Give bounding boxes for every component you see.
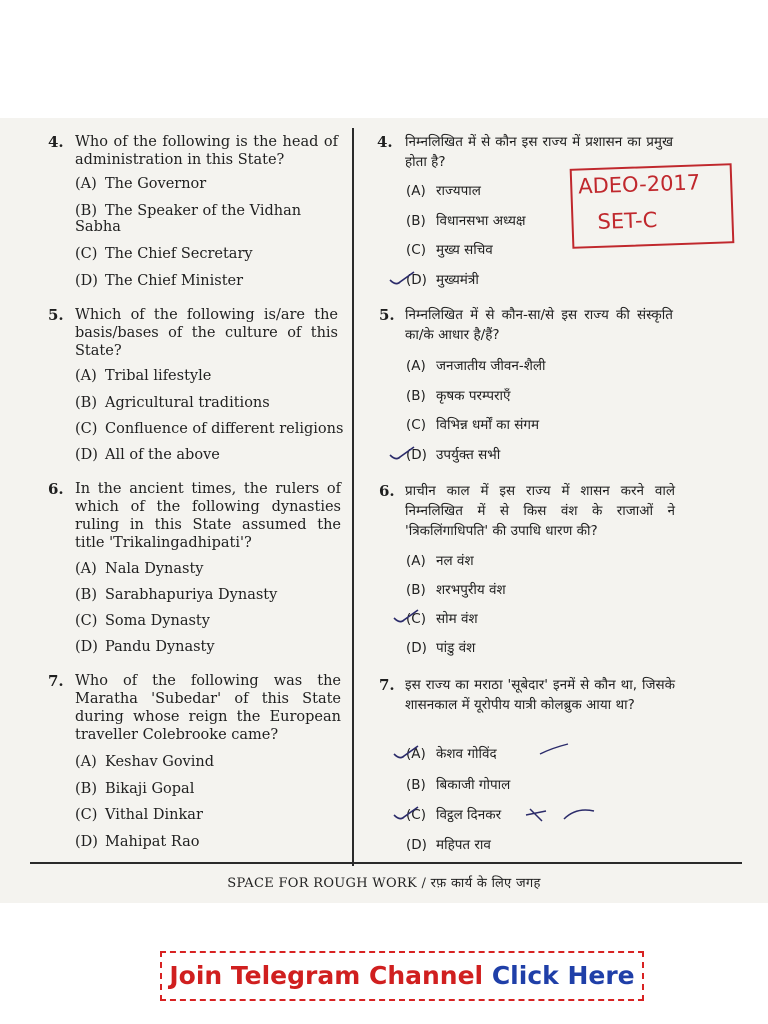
option: (A) Keshav Govind [75, 754, 215, 770]
option: (D) Mahipat Rao [75, 834, 200, 850]
option: (B) Bikaji Gopal [75, 781, 195, 797]
option: (C) विट्ठल दिनकर [406, 807, 502, 823]
handwritten-stamp: ADEO-2017 SET-C [570, 163, 735, 249]
option: (B) बिकाजी गोपाल [406, 777, 511, 793]
question-number: 6. [48, 480, 64, 498]
banner-text-join: Join Telegram Channel [169, 961, 484, 990]
telegram-banner[interactable] [160, 951, 644, 1001]
option: (B) कृषक परम्पराएँ [406, 388, 511, 404]
option: (D) Pandu Dynasty [75, 639, 215, 655]
option: (B) Agricultural traditions [75, 395, 270, 411]
option: (D) The Chief Minister [75, 273, 244, 289]
click-here-link[interactable]: Click Here [491, 961, 635, 990]
option: (D) पांडु वंश [406, 640, 476, 656]
question-number: 4. [377, 133, 393, 151]
option: (B) शरभपुरीय वंश [406, 582, 506, 598]
option: (C) Soma Dynasty [75, 613, 210, 629]
option: (C) सोम वंश [406, 611, 478, 627]
option: (B) The Speaker of the Vidhan Sabha [75, 203, 302, 235]
question-stem: Which of the following is/are the basis/bases of the culture of this State? [75, 307, 338, 359]
question-stem: निम्नलिखित में से कौन-सा/से इस राज्य की संस्कृति का/के आधार है/हैं? [405, 307, 673, 343]
question-number: 4. [48, 133, 64, 151]
option: (B) विधानसभा अध्यक्ष [406, 213, 526, 229]
tick-mark-icon [388, 268, 418, 290]
option: (C) The Chief Secretary [75, 246, 253, 262]
question-number: 5. [48, 306, 64, 324]
tick-mark-icon [392, 606, 422, 628]
tick-mark-icon [392, 803, 422, 825]
option: (D) मुख्यमंत्री [406, 272, 479, 288]
question-number: 7. [48, 672, 64, 690]
option: (C) मुख्य सचिव [406, 242, 493, 258]
question-stem: In the ancient times, the rulers of which of the following dynasties ruling in this State assumed the title 'Trikalingadhipati'? [75, 481, 341, 551]
question-stem: इस राज्य का मराठा 'सूबेदार' इनमें से कौन था, जिसके शासनकाल में यूरोपीय यात्री कोलब्रुक आया था? [405, 677, 675, 713]
option: (D) All of the above [75, 447, 220, 463]
rough-work-label: SPACE FOR ROUGH WORK / रफ़ कार्य के लिए जगह [227, 876, 541, 891]
tick-mark-icon [392, 742, 422, 764]
option: (C) Confluence of different religions [75, 421, 344, 437]
tick-mark-icon [538, 742, 572, 760]
option: (A) Tribal lifestyle [75, 368, 212, 384]
option: (A) नल वंश [406, 553, 474, 569]
option: (D) महिपत राव [406, 837, 491, 853]
option: (C) Vithal Dinkar [75, 807, 203, 823]
option: (A) जनजातीय जीवन-शैली [406, 358, 546, 374]
option: (A) केशव गोविंद [406, 746, 497, 762]
question-stem: Who of the following is the head of administration in this State? [75, 134, 338, 168]
question-stem: प्राचीन काल में इस राज्य में शासन करने वाले निम्नलिखित में से किस वंश के राजाओं ने 'त्रिकलिंगाधिपति' की उपाधि धारण की? [405, 483, 675, 539]
question-number: 6. [379, 482, 395, 500]
bottom-rule [30, 862, 742, 864]
question-stem: निम्नलिखित में से कौन इस राज्य में प्रशासन का प्रमुख होता है? [405, 134, 673, 170]
option: (A) राज्यपाल [406, 183, 481, 199]
option: (C) विभिन्न धर्मों का संगम [406, 417, 540, 433]
option: (A) The Governor [75, 176, 207, 192]
tick-mark-icon [388, 443, 418, 465]
column-divider [352, 128, 354, 866]
tick-mark-icon [524, 805, 602, 825]
question-number: 7. [379, 676, 395, 694]
question-number: 5. [379, 306, 395, 324]
question-stem: Who of the following was the Maratha 'Subedar' of this State during whose reign the European traveller Colebrooke came? [75, 673, 341, 743]
option: (B) Sarabhapuriya Dynasty [75, 587, 278, 603]
option: (A) Nala Dynasty [75, 561, 204, 577]
option: (D) उपर्युक्त सभी [406, 447, 501, 463]
